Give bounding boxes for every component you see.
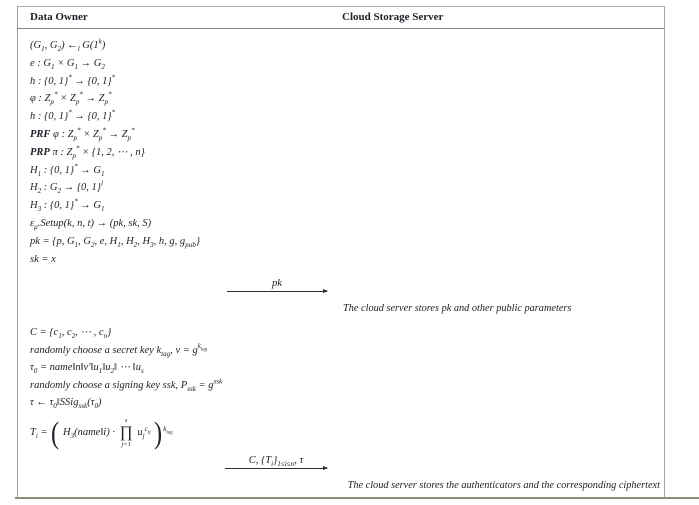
formula-line: sk = x <box>30 253 56 265</box>
frame-left-border <box>17 6 18 498</box>
formula-line: $H_2$ : $G_2 \to \{0$, 1}$^l$ <box>30 179 103 196</box>
formula-line: $\tau_0$ = $name‖n‖v'‖u_1‖u_2‖$ ⋯ $‖u_s$ <box>30 362 144 376</box>
formula-line: randomly choose a signing key ssk, $P_{ssk} = g^{ssk}$ <box>30 377 223 393</box>
formula-line: PRF φ : $Z_p^* \times Z_p^* \to Z_p^*$ <box>30 126 135 143</box>
formula-line: ($G_1$, $G_2$) $\leftarrow_l$ G(1$^k$) <box>30 37 106 54</box>
bottom-rule <box>15 497 699 499</box>
message-arrow-pk <box>227 272 327 292</box>
message-label-ciphertext: C, $\{T_i\}_{1\le i\le n}$, τ <box>248 455 304 469</box>
formula-line: τ ← $\tau_0‖SSig_{ssk}(\tau_0)$ <box>30 397 102 411</box>
formula-line: h : {0, 1}* → {0, 1}* <box>30 108 116 123</box>
frame-top-border <box>17 6 665 7</box>
right-arrow-icon <box>225 468 327 469</box>
formula-line: e : $G_1 \times G_1 \to G_2$ <box>30 57 105 71</box>
formula-line: $C = \{c_1$, $c_2$, ⋯ , $c_n$} <box>30 327 112 341</box>
column-header-cloud-storage-server: Cloud Storage Server <box>342 11 444 23</box>
formula-line: pk = {p, $G_1$, $G_2$, e, $H_1$, $H_2$, $H_3$, h, g, $g_{pub}$} <box>30 235 201 249</box>
message-label-pk: pk <box>272 278 282 289</box>
formula-line: PRP π : $Z_p^* \times \{1$, 2, ⋯ , n} <box>30 144 145 160</box>
formula-line: $\varepsilon_\mu.Setup(k$, n, t) → (pk, sk, S) <box>30 218 152 232</box>
formula-line: h : {0, 1}* → {0, 1}* <box>30 73 116 87</box>
server-note-store: The cloud server stores the authenticators and the corresponding ciphertext <box>347 480 660 491</box>
formula-line: $H_1$ : {0, $1\}^* \to G_1$ <box>30 162 105 178</box>
authenticator-formula: $T_i$ = ( $H_3(name‖i)$ · s ∏ j=1 $u_j^{c_{ij}}$ )$^{k_{tag}}$ <box>30 415 173 450</box>
header-separator-line <box>17 28 665 29</box>
formula-line: randomly choose a secret key $k_{tag}$, $v = g^{k_{tag}}$ <box>30 342 208 358</box>
server-note-pk: The cloud server stores pk and other public parameters <box>343 303 572 314</box>
column-header-data-owner: Data Owner <box>30 11 88 23</box>
formula-line: $H_3$ : {0, $1\}^* \to G_1$ <box>30 197 105 214</box>
right-arrow-icon <box>227 291 327 292</box>
frame-right-border <box>664 6 665 498</box>
message-arrow-ciphertext <box>225 450 327 469</box>
formula-line: φ : $Z_p^* \times Z_p^* \to Z_p^*$ <box>30 90 112 107</box>
